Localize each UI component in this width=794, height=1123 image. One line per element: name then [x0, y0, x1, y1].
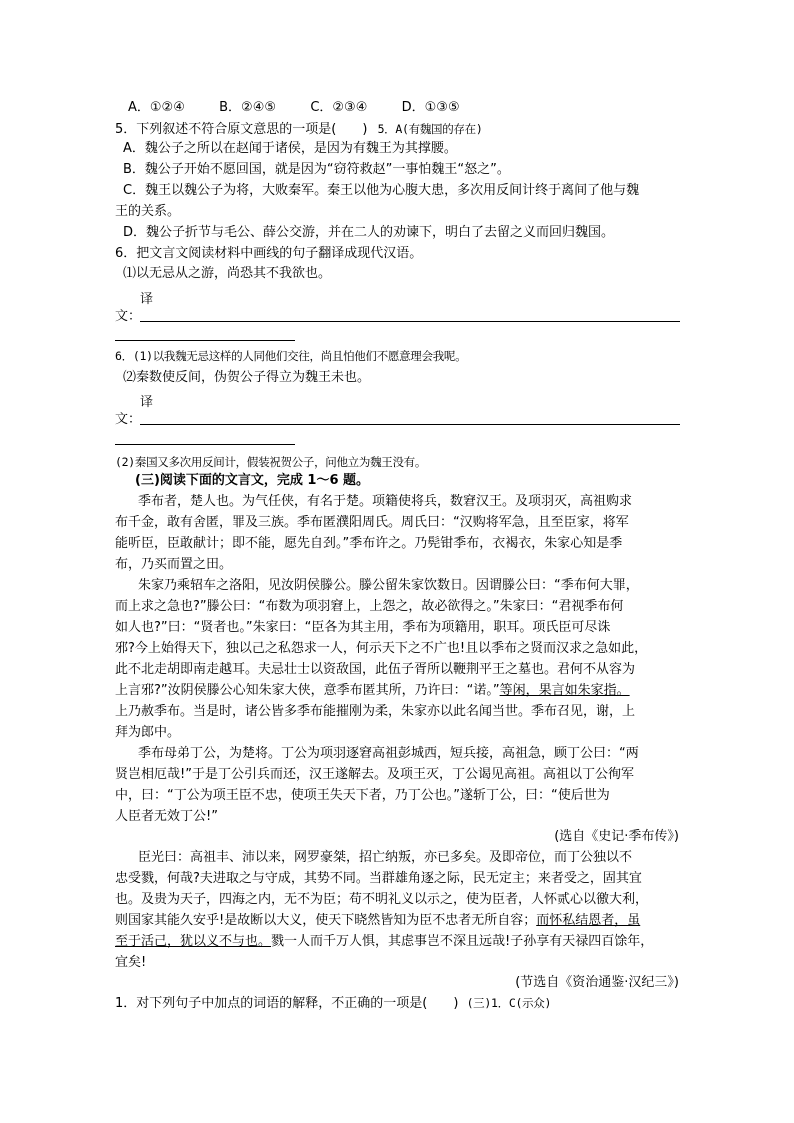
- passage-p1-line1: 季布者，楚人也。为气任侠，有名于楚。项籍使将兵，数窘汉王。及项羽灭，高祖购求: [138, 494, 633, 509]
- passage-p2-line3: 如人也?”曰：“贤者也。”朱家曰：“臣各为其主用，季布为项籍用，职耳。项氏臣可尽诛: [115, 620, 611, 635]
- source-citation-2: (节选自《资治通鉴·汉纪三》): [515, 975, 679, 990]
- q6-wen-label-2: 文：: [115, 412, 142, 427]
- q5-stem-line: [115, 119, 482, 140]
- q1-stem-line: [115, 993, 551, 1014]
- q4-options: [128, 98, 460, 118]
- passage-p2-line2: 而上求之急也?”滕公曰：“布数为项羽窘上，上怨之，故必欲得之。”朱家曰：“君视季布何: [115, 599, 624, 614]
- passage-p4-line5: [115, 932, 653, 952]
- underlined-sentence: 等闲，果言如朱家指。: [499, 683, 630, 698]
- passage-p4-line4: [115, 911, 640, 931]
- passage-p1-line4: 布，乃买而置之田。: [115, 557, 233, 572]
- passage-p4-line4-text: 则国家其能久安乎!是故断以大义，使天下晓然皆知为臣不忠者无所自容；: [115, 913, 537, 928]
- passage-p4-line1: 臣光曰：高祖丰、沛以来，网罗豪桀，招亡纳叛，亦已多矣。及即帝位，而丁公独以不: [138, 850, 633, 865]
- q6-yi-label-1: 译: [140, 292, 154, 307]
- underlined-sentence: 至于活己，犹以义不与也。: [115, 934, 272, 949]
- passage-p4-line6: 宜矣!: [115, 955, 147, 970]
- q1-stem: 1．对下列句子中加点的词语的解释，不正确的一项是( ): [115, 996, 459, 1011]
- q6-sentence-1: ⑴以无忌从之游，尚恐其不我欲也。: [123, 266, 332, 281]
- q6-answer-2: (2)秦国又多次用反间计，假装祝贺公子，问他立为魏王没有。: [115, 455, 427, 469]
- passage-p2-line5: 此不北走胡即南走越耳。夫忌壮士以资敌国，此伍子胥所以鞭荆平王之墓也。君何不从容为: [115, 662, 636, 677]
- q5-option-b: B．魏公子开始不愿回国，就是因为“窃符救赵”一事怕魏王“怒之”。: [123, 162, 510, 177]
- passage-p4-line2: 忠受戮，何哉?夫进取之与守成，其势不同。当群雄角逐之际，民无定主；来者受之，固其宜: [115, 871, 642, 886]
- passage-p3-line4: 人臣者无效丁公!”: [115, 809, 218, 824]
- underlined-sentence: 而怀私结恩者，虽: [536, 913, 641, 928]
- passage-p2-line4: 邪?今上始得天下，独以己之私怨求一人，何示天下之不广也!且以季布之贤而汉求之急如此，: [115, 641, 648, 656]
- q4-option-a: A．①②④: [128, 100, 185, 115]
- passage-p3-line3: 中，曰：“丁公为项王臣不忠，使项王失天下者，乃丁公也。”遂斩丁公，曰：“使后世为: [115, 788, 610, 803]
- section-3-title: (三)阅读下面的文言文，完成 1～6 题。: [135, 473, 370, 488]
- passage-p3-line2: 贤岂相厄哉!”于是丁公引兵而还，汉王遂解去。及项王灭，丁公谒见高祖。高祖以丁公徇军: [115, 767, 634, 782]
- answer-line: [140, 321, 680, 322]
- passage-p2-line6-text: 上言邪?”汝阴侯滕公心知朱家大侠，意季布匿其所，乃许曰：“诺。”: [115, 683, 500, 698]
- q4-option-c: C．②③④: [310, 100, 368, 115]
- passage-p2-line6: [115, 681, 630, 701]
- q5-stem: 5．下列叙述不符合原文意思的一项是( ): [115, 122, 368, 137]
- answer-line: [140, 424, 680, 425]
- q5-answer: 5．A(有魏国的存在): [377, 122, 483, 136]
- q5-option-a: A．魏公子之所以在赵闻于诸侯，是因为有魏王为其撑腰。: [123, 141, 457, 156]
- passage-p1-line3: 能听臣，臣敢献计；即不能，愿先自刭。”季布许之。乃髡钳季布，衣褐衣，朱家心知是季: [115, 536, 623, 551]
- passage-p1-line2: 布千金，敢有舍匿，罪及三族。季布匿濮阳周氏。周氏曰：“汉购将军急，且至臣家，将军: [115, 515, 629, 530]
- passage-p3-line1: 季布母弟丁公，为楚将。丁公为项羽逐窘高祖彭城西，短兵接，高祖急，顾丁公曰：“两: [138, 746, 639, 761]
- q1-answer: (三)1．C(示众): [466, 996, 552, 1010]
- q6-sentence-2: ⑵秦数使反间，伪贺公子得立为魏王未也。: [123, 370, 371, 385]
- answer-line-short: [115, 340, 295, 341]
- q6-yi-label-2: 译: [140, 395, 154, 410]
- source-citation-1: (选自《史记·季布传》): [554, 829, 679, 844]
- q4-option-b: B．②④⑤: [219, 100, 277, 115]
- passage-p4-line5-text: 戮一人而千万人惧，其虑事岂不深且远哉!子孙享有天禄四百馀年，: [271, 934, 654, 949]
- q4-option-d: D．①③⑤: [401, 100, 460, 115]
- passage-p2b-line1: 上乃赦季布。当是时，诸公皆多季布能摧刚为柔，朱家亦以此名闻当世。季布召见，谢，上: [115, 704, 636, 719]
- q6-answer-1: 6．(1)以我魏无忌这样的人同他们交往，尚且怕他们不愿意理会我呢。: [115, 349, 467, 363]
- passage-p2b-line2: 拜为郎中。: [115, 725, 181, 740]
- answer-line-short: [115, 444, 295, 445]
- passage-p2-line1: 朱家乃乘轺车之洛阳，见汝阴侯滕公。滕公留朱家饮数日。因谓滕公曰：“季布何大罪，: [138, 578, 639, 593]
- passage-p4-line3: 也。及贵为天子，四海之内，无不为臣；苟不明礼义以示之，使为臣者，人怀贰心以徼大利，: [115, 892, 649, 907]
- q6-stem: 6．把文言文阅读材料中画线的句子翻译成现代汉语。: [115, 246, 423, 261]
- q5-option-c-line1: C．魏王以魏公子为将，大败秦军。秦王以他为心腹大患，多次用反间计终于离间了他与魏: [123, 183, 640, 198]
- q5-option-d: D．魏公子折节与毛公、薛公交游，并在二人的劝谏下，明白了去留之义而回归魏国。: [123, 225, 615, 240]
- q5-option-c-line2: 王的关系。: [115, 204, 181, 219]
- q6-wen-label-1: 文：: [115, 309, 142, 324]
